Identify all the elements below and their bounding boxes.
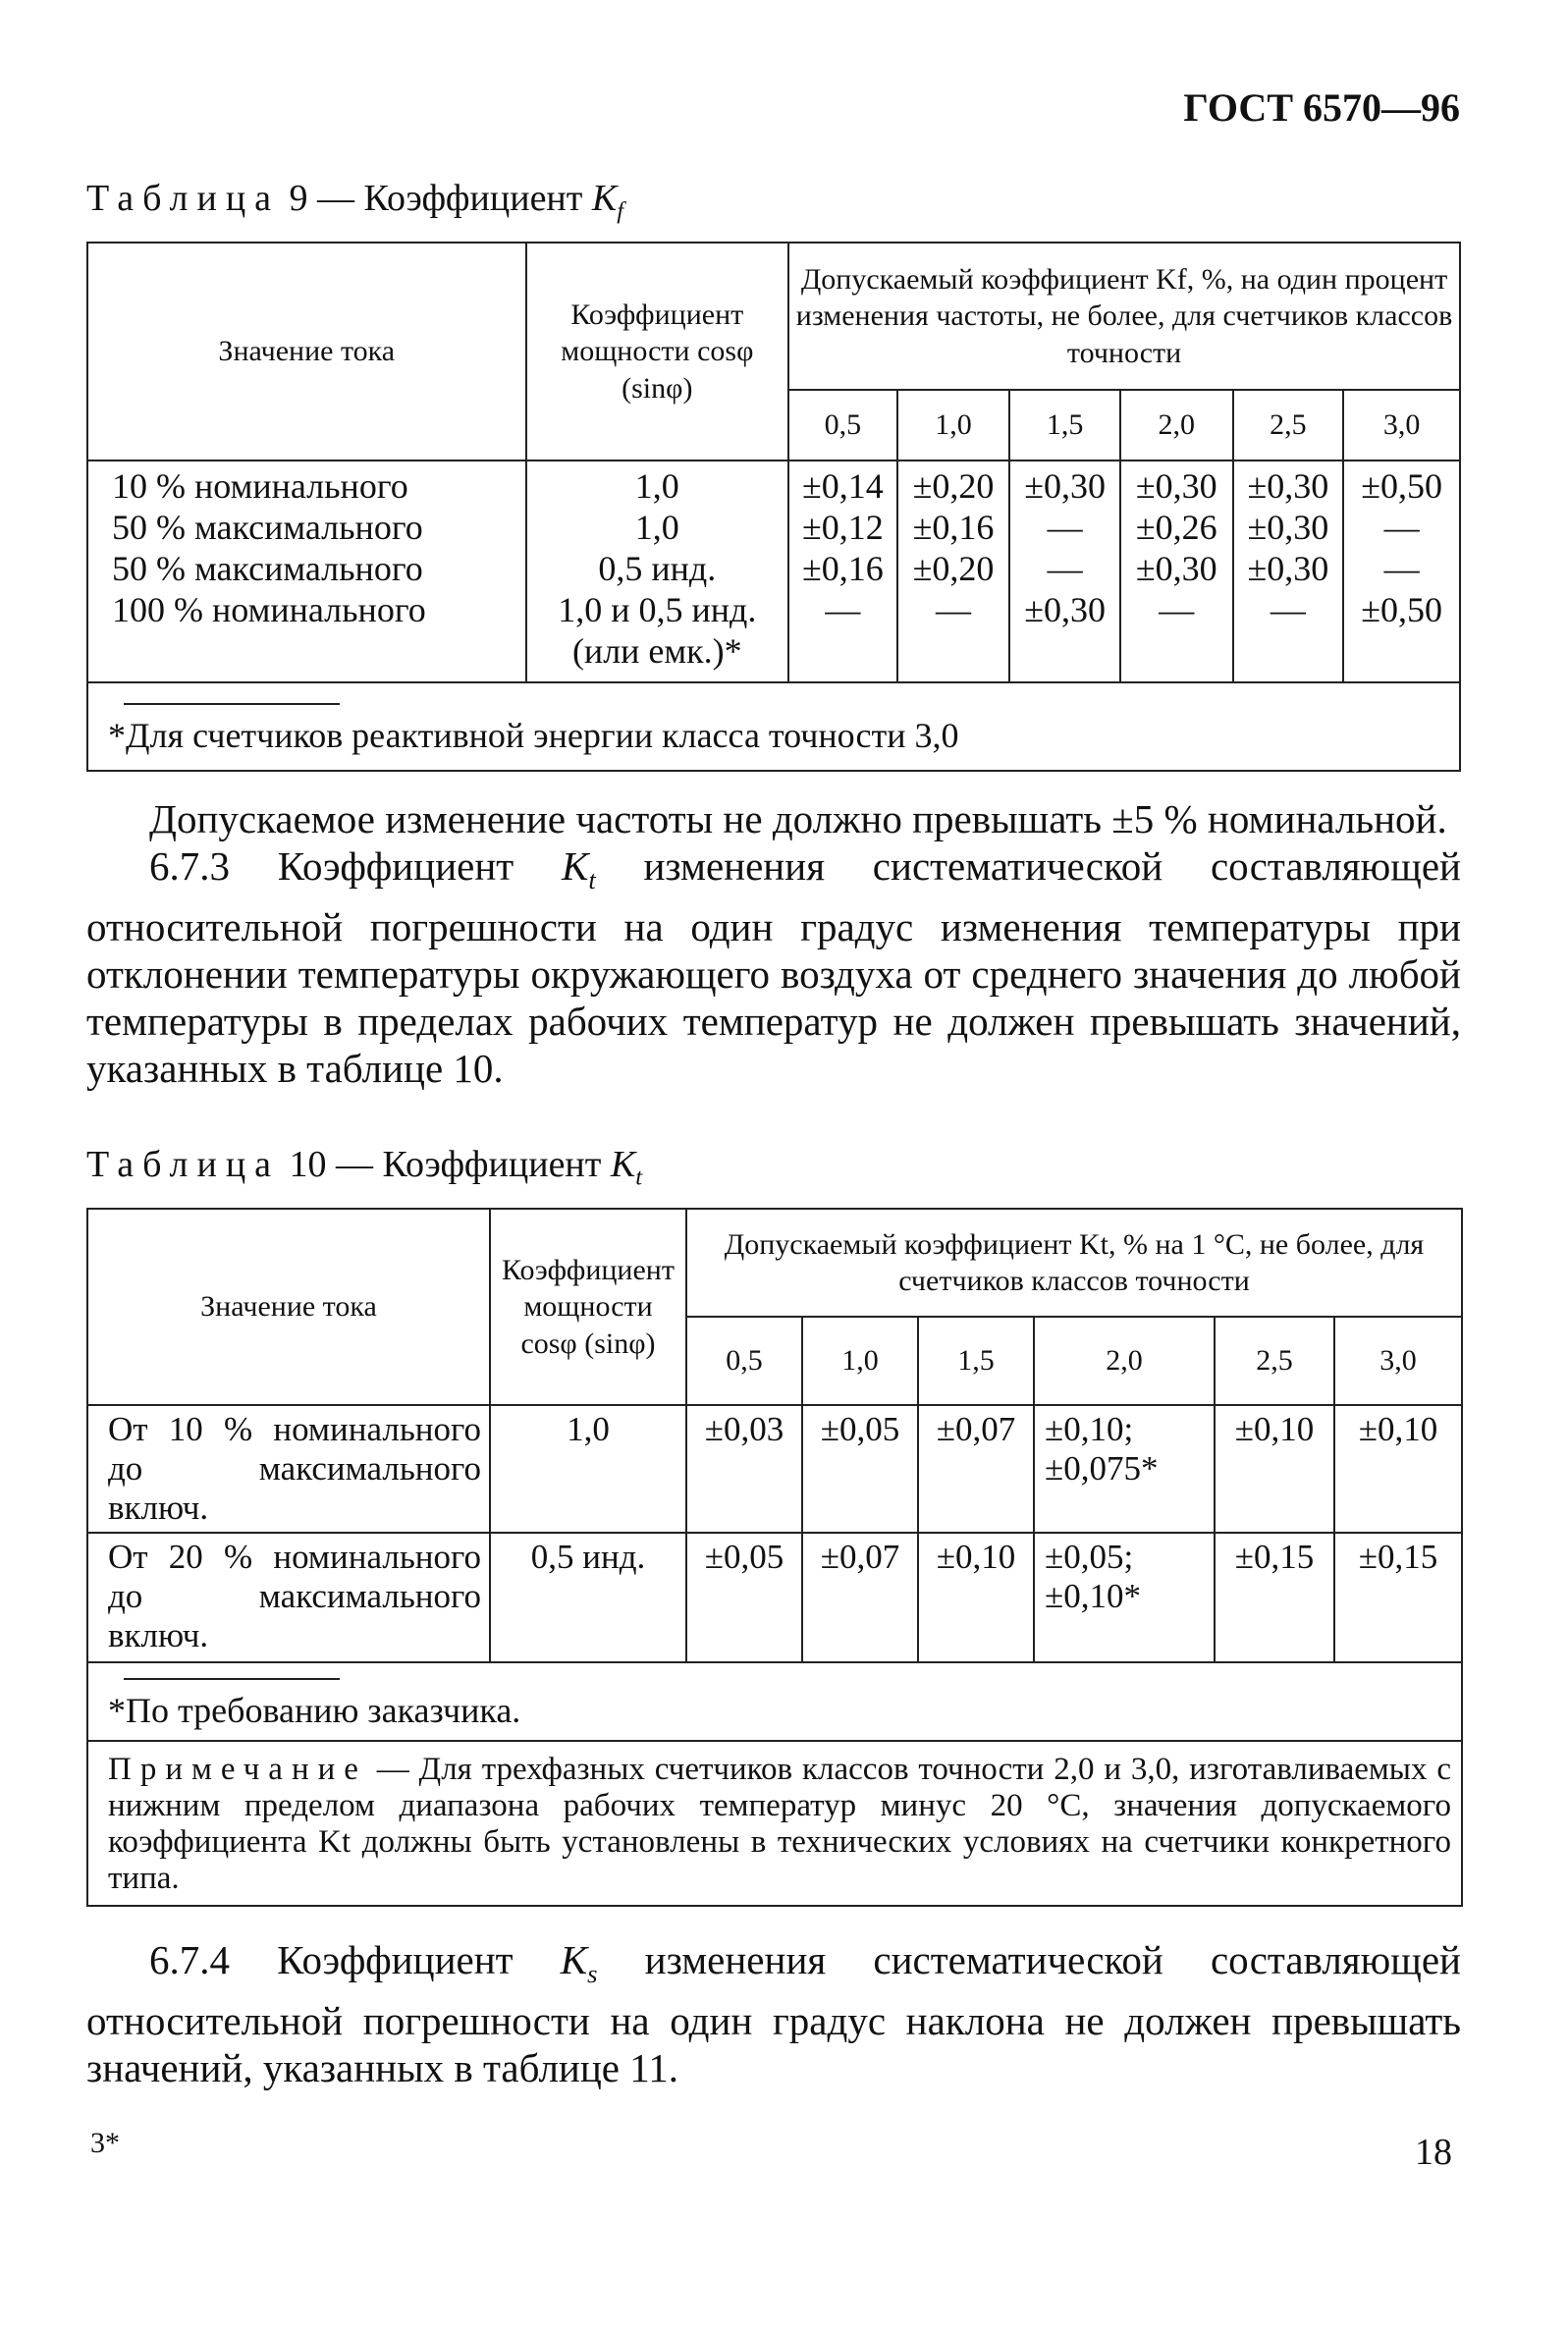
table9-value: ±0,50: [1361, 466, 1442, 506]
table9-header-current: Значение тока: [87, 243, 526, 460]
para-673-start: 6.7.3 Коэффициент: [149, 843, 562, 889]
table10-power: 1,0: [490, 1405, 686, 1533]
table9-value: ±0,30: [1024, 466, 1107, 506]
table9-power: 1,0: [634, 466, 679, 506]
table10-header-allowed: Допускаемый коэффициент Kt, % на 1 °С, не более, для счетчиков классов точности: [686, 1209, 1462, 1317]
table9-caption-symbol: K: [591, 178, 618, 219]
table9-current: 100 % номинального: [112, 590, 426, 629]
table9-value: ±0,30: [1247, 508, 1329, 547]
table9-class: 1,0: [897, 390, 1010, 460]
table9-values-col: [897, 460, 1010, 682]
table9-class: 2,5: [1233, 390, 1344, 460]
para-673-rest: изменения систематической составляющей относительной погрешности на один градус изменения температуры при отклонении температуры окружающего воздуха от среднего значения до любой температуры в пределах рабочих температур не должен превышать значений, указанных в таблице 10.: [86, 843, 1461, 1092]
standard-number: ГОСТ 6570—96: [1183, 85, 1460, 130]
table10-current: От 10 % номинального до максимального включ.: [87, 1405, 490, 1533]
table9-value: ±0,30: [1135, 466, 1217, 506]
table10-current: От 20 % номинального до максимального включ.: [87, 1533, 490, 1662]
table10-value: ±0,10; ±0,075*: [1034, 1405, 1215, 1533]
table9-value: —: [1047, 549, 1083, 588]
table9-value: —: [1159, 590, 1195, 629]
table9-class: 3,0: [1343, 390, 1460, 460]
table-10: [86, 1208, 1463, 1907]
table10-value: ±0,05; ±0,10*: [1034, 1533, 1215, 1662]
table9-current: 50 % максимального: [112, 508, 423, 547]
para-674: [86, 1936, 1461, 2091]
para-674-rest: изменения систематической составляющей относительной погрешности на один градус наклона не должен превышать значений, указанных в таблице 11.: [86, 1937, 1461, 2091]
table9-value: ±0,30: [1024, 590, 1107, 629]
table10-caption-word: Таблица: [86, 1144, 281, 1185]
table9-class: 2,0: [1120, 390, 1233, 460]
table9-values-col: [788, 460, 897, 682]
table9-value: —: [1270, 590, 1306, 629]
table10-caption-rest: 10 — Коэффициент: [289, 1144, 611, 1185]
table10-header-current: Значение тока: [87, 1209, 490, 1405]
table9-caption: [86, 177, 623, 226]
table9-value: ±0,20: [912, 549, 995, 588]
table9-value: ±0,14: [801, 466, 884, 506]
table9-values-col: [1233, 460, 1344, 682]
table10-note: [87, 1741, 1462, 1906]
table9-header-allowed: Допускаемый коэффициент Kf, %, на один процент изменения частоты, не более, для счетчиков классов точности: [788, 243, 1460, 390]
table10-footnote-cell: [87, 1662, 1462, 1741]
table10-value: ±0,07: [918, 1405, 1034, 1533]
table10-value: ±0,10: [1334, 1405, 1462, 1533]
page-number: 18: [1415, 2132, 1452, 2173]
table9-value: ±0,50: [1361, 590, 1442, 629]
table9-power: 1,0 и 0,5 инд.: [558, 590, 757, 629]
table9-power: 1,0: [634, 508, 679, 547]
table9-class: 1,5: [1009, 390, 1120, 460]
table9-footnote-cell: [87, 682, 1460, 771]
table10-class: 2,5: [1215, 1317, 1334, 1405]
table10-caption: [86, 1143, 642, 1192]
table9-current: 50 % максимального: [112, 549, 423, 588]
para-673: [86, 842, 1461, 1092]
note-label: Примечание: [108, 1752, 367, 1787]
table9-values-col: [1120, 460, 1233, 682]
table9-values-col: [1009, 460, 1120, 682]
table9-value: ±0,30: [1247, 549, 1329, 588]
note-text: — Для трехфазных счетчиков классов точности 2,0 и 3,0, изготавливаемых с нижним пределом диапазона рабочих температур минус 20 °С, значения допускаемого коэффициента Kt должны быть установлены в технических условиях на счетчики конкретного типа.: [108, 1752, 1452, 1896]
para-673-symbol: K: [561, 843, 589, 889]
table9-current: 10 % номинального: [112, 466, 408, 506]
para-673-sub: t: [588, 865, 596, 895]
table9-value: ±0,30: [1247, 466, 1329, 506]
table9-current-cell: [87, 460, 526, 682]
table10-class: 1,0: [802, 1317, 918, 1405]
table10-class: 0,5: [686, 1317, 802, 1405]
table10-value: ±0,15: [1334, 1533, 1462, 1662]
table9-value: —: [825, 590, 861, 629]
table9-value: ±0,30: [1135, 549, 1217, 588]
table9-value: ±0,16: [801, 549, 884, 588]
table10-value: ±0,07: [802, 1533, 918, 1662]
table10-value: ±0,15: [1215, 1533, 1334, 1662]
table9-value: —: [1383, 549, 1420, 588]
table10-row: [87, 1405, 1462, 1533]
table10-value: ±0,10: [1215, 1405, 1334, 1533]
table10-value: ±0,05: [802, 1405, 918, 1533]
table9-value: ±0,16: [912, 508, 995, 547]
table10-class: 1,5: [918, 1317, 1034, 1405]
table9-caption-rest: 9 — Коэффициент: [289, 178, 592, 219]
table9-caption-word: Таблица: [86, 178, 281, 219]
signature-mark: 3*: [90, 2127, 120, 2159]
table10-row: [87, 1533, 1462, 1662]
body-text-2: [86, 1936, 1461, 2091]
table10-power: 0,5 инд.: [490, 1533, 686, 1662]
table10-class: 3,0: [1334, 1317, 1462, 1405]
table9-power: 0,5 инд.: [598, 549, 717, 588]
table9-value: ±0,12: [801, 508, 884, 547]
table9-values-col: [1343, 460, 1460, 682]
table9-caption-sub: f: [617, 197, 624, 225]
table10-class: 2,0: [1034, 1317, 1215, 1405]
para-frequency: Допускаемое изменение частоты не должно превышать ±5 % номинальной.: [149, 796, 1447, 841]
table10-header-power: Коэффициент мощности cosφ (sinφ): [490, 1209, 686, 1405]
table9-value: —: [1383, 508, 1420, 547]
table9-footnote: *Для счетчиков реактивной энергии класса точности 3,0: [108, 716, 959, 755]
footnote-rule: [124, 703, 340, 705]
table-9: [86, 242, 1461, 772]
table10-caption-symbol: K: [610, 1144, 636, 1185]
table9-power-extra: (или емк.)*: [571, 631, 742, 671]
table9-class: 0,5: [788, 390, 897, 460]
table9-header-power: Коэффициент мощности cosφ (sinφ): [526, 243, 789, 460]
table10-value: ±0,05: [686, 1533, 802, 1662]
table10-value: ±0,10: [918, 1533, 1034, 1662]
table9-value: ±0,26: [1135, 508, 1217, 547]
table10-footnote: *По требованию заказчика.: [108, 1691, 521, 1730]
table10-caption-sub: t: [635, 1164, 643, 1191]
para-674-start: 6.7.4 Коэффициент: [149, 1937, 561, 1982]
footnote-rule: [124, 1678, 340, 1680]
para-674-symbol: K: [560, 1937, 588, 1982]
body-text-1: [86, 795, 1461, 1092]
table9-power-cell: [526, 460, 789, 682]
table9-value: —: [1047, 508, 1083, 547]
table10-value: ±0,03: [686, 1405, 802, 1533]
table9-value: —: [936, 590, 971, 629]
table9-value: ±0,20: [912, 466, 995, 506]
para-674-sub: s: [587, 1959, 598, 1989]
